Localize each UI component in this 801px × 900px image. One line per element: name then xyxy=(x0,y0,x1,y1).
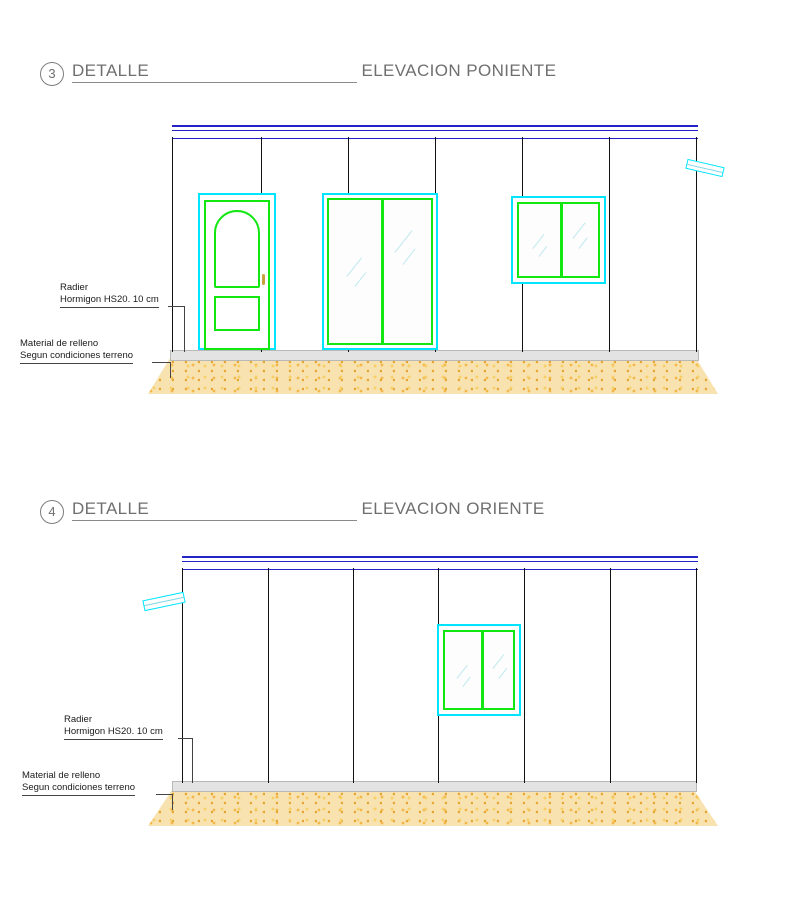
wall-joint xyxy=(524,568,525,783)
roof-edge-poniente xyxy=(172,125,698,127)
annotation-radier-line2: Hormigon HS20. 10 cm xyxy=(64,726,163,740)
radier-slab-oriente xyxy=(172,781,697,792)
leader-radier-poniente xyxy=(168,306,184,307)
detail-number-3: 3 xyxy=(40,62,64,86)
leader-relleno-drop-poniente xyxy=(170,362,171,378)
detail-title-3 xyxy=(40,58,556,86)
sliding-window-small[interactable] xyxy=(511,196,606,284)
glass-streak xyxy=(456,665,468,679)
wall-joint xyxy=(609,137,610,352)
glass-streak xyxy=(572,223,585,240)
glass-streak xyxy=(462,677,470,687)
detail-title-4 xyxy=(40,496,545,524)
sliding-window-large[interactable] xyxy=(322,193,438,350)
leader-radier-oriente xyxy=(178,738,192,739)
sliding-window-center-frame xyxy=(443,630,515,710)
annotation-radier-oriente xyxy=(64,714,163,740)
entry-door[interactable] xyxy=(198,193,276,350)
leader-relleno-poniente xyxy=(152,362,170,363)
window-mullion xyxy=(560,204,563,276)
wall-left-poniente xyxy=(172,137,173,352)
glass-streak xyxy=(532,234,544,249)
wall-joint xyxy=(610,568,611,783)
leader-radier-drop-poniente xyxy=(184,306,185,352)
wall-joint xyxy=(268,568,269,783)
wall-joint xyxy=(353,568,354,783)
downspout-left xyxy=(142,592,185,611)
glass-streak xyxy=(538,246,547,257)
annotation-relleno-poniente xyxy=(20,338,133,364)
detail-title-line2-4: ELEVACION ORIENTE xyxy=(361,499,545,518)
leader-relleno-oriente xyxy=(156,794,172,795)
ground-fill-oriente xyxy=(148,790,718,826)
entry-door-lower-panel xyxy=(214,296,260,331)
annotation-radier-poniente xyxy=(60,282,159,308)
detail-title-line1-3: DETALLE xyxy=(72,61,357,83)
sliding-window-center[interactable] xyxy=(437,624,521,716)
glass-streak xyxy=(394,230,412,253)
sliding-window-large-frame xyxy=(327,198,433,345)
downspout-right xyxy=(685,159,724,177)
glass-streak xyxy=(354,272,366,287)
wall-right-oriente xyxy=(696,568,697,783)
entry-door-upper-panel xyxy=(214,210,260,288)
annotation-relleno-line2: Segun condiciones terreno xyxy=(22,782,135,796)
annotation-radier-line2: Hormigon HS20. 10 cm xyxy=(60,294,159,308)
annotation-relleno-line1: Material de relleno xyxy=(20,338,99,349)
leader-relleno-drop-oriente xyxy=(172,794,173,810)
leader-radier-drop-oriente xyxy=(192,738,193,783)
entry-door-knob[interactable] xyxy=(262,274,265,285)
window-mullion xyxy=(481,632,484,708)
window-mullion xyxy=(381,200,384,343)
glass-streak xyxy=(402,249,415,266)
glass-streak xyxy=(492,654,504,669)
glass-streak xyxy=(578,237,588,249)
detail-title-line2-3: ELEVACION PONIENTE xyxy=(361,61,557,80)
roof-edge-oriente xyxy=(182,556,698,558)
ground-fill-poniente xyxy=(148,358,718,394)
annotation-relleno-line1: Material de relleno xyxy=(22,770,101,781)
glass-streak xyxy=(346,257,362,277)
sliding-window-small-frame xyxy=(517,202,600,278)
glass-streak xyxy=(498,668,507,679)
annotation-relleno-line2: Segun condiciones terreno xyxy=(20,350,133,364)
detail-title-line1-4: DETALLE xyxy=(72,499,357,521)
annotation-relleno-oriente xyxy=(22,770,135,796)
detail-number-4: 4 xyxy=(40,500,64,524)
annotation-radier-line1: Radier xyxy=(60,282,88,293)
annotation-radier-line1: Radier xyxy=(64,714,92,725)
roof-band-oriente xyxy=(182,561,698,570)
